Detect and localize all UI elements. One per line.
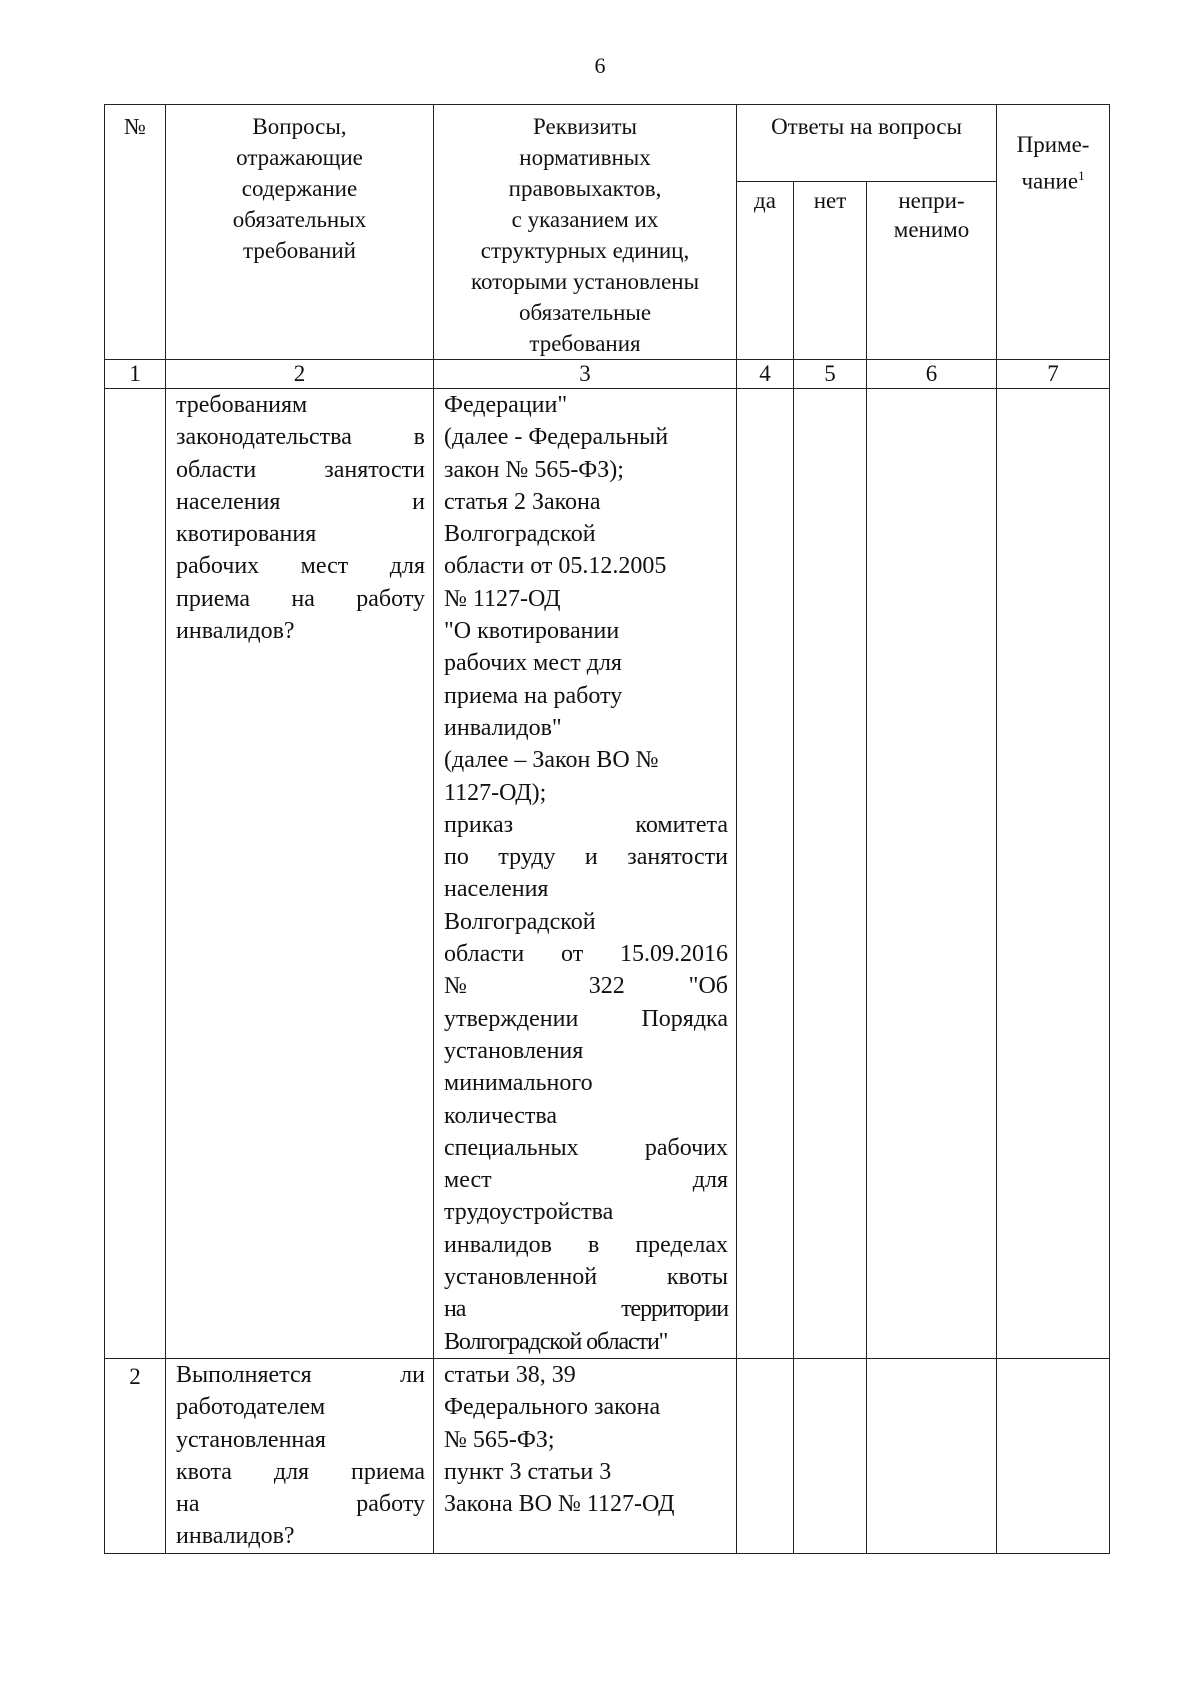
requisite-line: Закона ВО № 1127-ОД (444, 1491, 675, 1518)
requisite-line: (далее – Закон ВО № (444, 747, 659, 774)
requisite-line: мест для (444, 1167, 728, 1194)
header-questions-line: требований (243, 238, 356, 263)
requisite-line: Федерального закона (444, 1394, 661, 1421)
row-number: 2 (105, 1358, 166, 1553)
header-col-requisites (434, 105, 737, 360)
requisite-line: Волгоградской области" (444, 1328, 668, 1355)
note-cell[interactable] (997, 1358, 1110, 1553)
question-line: на работу (176, 1491, 425, 1518)
question-cell (166, 1358, 434, 1553)
header-na-line: менимо (893, 216, 970, 242)
header-questions-line: содержание (241, 176, 358, 201)
header-col-no-answer: нет (794, 181, 867, 359)
requisite-line: на территории (444, 1296, 728, 1323)
requisite-line: Волгоградской (444, 521, 596, 548)
header-requisites-line: нормативных (519, 145, 651, 170)
question-line: инвалидов? (176, 618, 295, 645)
question-line: области занятости (176, 456, 425, 483)
header-na-line: непри- (898, 187, 965, 213)
table-row (105, 1358, 1110, 1553)
requisite-line: (далее - Федеральный (444, 424, 669, 451)
column-number: 7 (997, 360, 1110, 389)
requisite-line: Федерации" (444, 392, 568, 418)
header-note-line: Приме- (1016, 132, 1090, 157)
requisite-line: приказ комитета (444, 811, 728, 838)
header-col-no: № (105, 105, 166, 360)
answer-yes-cell[interactable] (737, 1358, 794, 1553)
requisite-line: 1127-ОД); (444, 779, 547, 806)
requisite-line: специальных рабочих (444, 1134, 728, 1161)
requisites-cell (434, 1358, 737, 1553)
question-line: квотирования (176, 521, 317, 548)
requisite-line: установленной квоты (444, 1264, 728, 1291)
question-line: установленная (176, 1426, 326, 1453)
answer-no-cell[interactable] (794, 1358, 867, 1553)
requisite-line: инвалидов в пределах (444, 1231, 728, 1258)
question-line: населения и (176, 488, 425, 515)
question-line: рабочих мест для (176, 553, 425, 580)
question-line: приема на работу (176, 585, 425, 612)
header-requisites-line: с указанием их (511, 207, 659, 232)
header-requisites-line: которыми установлены (470, 269, 700, 294)
requisite-line: инвалидов" (444, 714, 562, 741)
requisite-line: по труду и занятости (444, 844, 728, 871)
header-questions-line: отражающие (236, 145, 363, 170)
checklist-table (104, 104, 1110, 1554)
requisite-line: населения (444, 876, 549, 903)
requisite-line: области от 05.12.2005 (444, 553, 667, 580)
header-col-na (867, 181, 997, 359)
requisite-line: № 1127-ОД (444, 585, 561, 612)
footnote-marker: 1 (1078, 168, 1085, 183)
header-row-top (105, 105, 1110, 182)
question-line: инвалидов? (176, 1523, 295, 1550)
header-requisites-line: обязательные (518, 300, 652, 325)
requisite-line: пункт 3 статьи 3 (444, 1458, 612, 1485)
header-col-answers: Ответы на вопросы (737, 105, 997, 182)
header-questions-line: Вопросы, (252, 114, 347, 139)
requisite-line: статья 2 Закона (444, 488, 601, 515)
header-requisites-line: правовыхактов, (508, 176, 662, 201)
column-number: 6 (867, 360, 997, 389)
header-note-text: чание (1021, 168, 1079, 194)
requisite-line: статьи 38, 39 (444, 1361, 576, 1388)
requisite-line: установления (444, 1037, 584, 1064)
column-number: 4 (737, 360, 794, 389)
header-note-line (997, 160, 1109, 197)
table-row (105, 389, 1110, 1359)
question-cell (166, 389, 434, 1359)
header-col-questions (166, 105, 434, 360)
question-line: квота для приема (176, 1458, 425, 1485)
header-requisites-line: структурных единиц, (480, 238, 690, 263)
page-number: 6 (594, 53, 606, 78)
header-requisites-line: Реквизиты (533, 114, 637, 139)
column-number: 2 (166, 360, 434, 389)
note-cell[interactable] (997, 389, 1110, 1359)
requisites-cell (434, 389, 737, 1359)
requisite-line: Волгоградской (444, 908, 596, 935)
answer-na-cell[interactable] (867, 1358, 997, 1553)
question-line: работодателем (176, 1394, 326, 1421)
requisite-line: "О квотировании (444, 618, 620, 645)
column-number-row (105, 360, 1110, 389)
question-line: Выполняется ли (176, 1361, 425, 1388)
header-requisites-line: требования (529, 331, 641, 356)
column-number: 3 (434, 360, 737, 389)
requisite-line: количества (444, 1102, 558, 1129)
row-number (105, 389, 166, 1359)
requisite-line: № 565-ФЗ; (444, 1426, 555, 1453)
question-line: законодательства в (176, 424, 425, 451)
requisite-line: трудоустройства (444, 1199, 614, 1226)
header-questions-line: обязательных (232, 207, 367, 232)
header-col-yes: да (737, 181, 794, 359)
header-col-note (997, 105, 1110, 360)
requisite-line: области от 15.09.2016 (444, 941, 728, 968)
question-line: требованиям (176, 392, 308, 418)
answer-no-cell[interactable] (794, 389, 867, 1359)
requisite-line: минимального (444, 1070, 593, 1097)
requisite-line: утверждении Порядка (444, 1005, 728, 1032)
requisite-line: приема на работу (444, 682, 623, 709)
requisite-line: рабочих мест для (444, 650, 622, 677)
column-number: 1 (105, 360, 166, 389)
requisite-line: № 322 "Об (444, 973, 728, 1000)
answer-na-cell[interactable] (867, 389, 997, 1359)
column-number: 5 (794, 360, 867, 389)
requisite-line: закон № 565-ФЗ); (444, 456, 624, 483)
answer-yes-cell[interactable] (737, 389, 794, 1359)
